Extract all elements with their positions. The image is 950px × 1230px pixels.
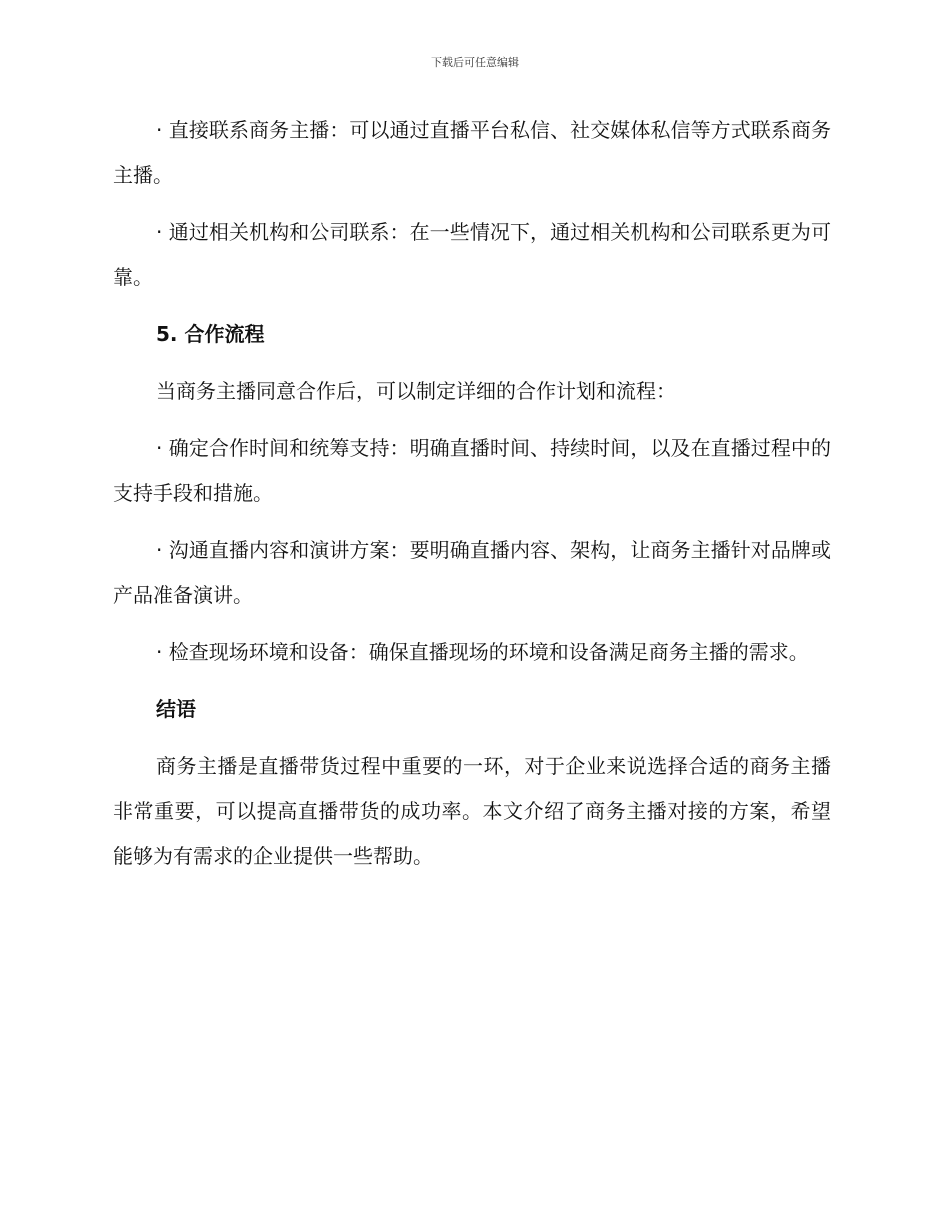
cooperation-intro: 当商务主播同意合作后，可以制定详细的合作计划和流程：: [156, 379, 676, 403]
section-heading-cooperation-process: 5. 合作流程: [156, 322, 265, 346]
bullet-content-plan: · 沟通直播内容和演讲方案：要明确直播内容、架构，让商务主播针对品牌或产品准备演讲。: [113, 538, 831, 607]
page-header-note: 下载后可任意编辑: [431, 56, 519, 69]
bullet-contact-directly: · 直接联系商务主播：可以通过直播平台私信、社交媒体私信等方式联系商务主播。: [113, 118, 831, 187]
bullet-check-environment: · 检查现场环境和设备：确保直播现场的环境和设备满足商务主播的需求。: [156, 640, 809, 664]
bullet-schedule-support: · 确定合作时间和统筹支持：明确直播时间、持续时间，以及在直播过程中的支持手段和措施。: [113, 436, 831, 505]
bullet-contact-via-agency: · 通过相关机构和公司联系：在一些情况下，通过相关机构和公司联系更为可靠。: [113, 220, 831, 289]
conclusion-paragraph: 商务主播是直播带货过程中重要的一环，对于企业来说选择合适的商务主播非常重要，可以提高直播带货的成功率。本文介绍了商务主播对接的方案，希望能够为有需求的企业提供一些帮助。: [113, 754, 831, 868]
document-body: [113, 108, 831, 891]
section-heading-conclusion: 结语: [156, 697, 196, 721]
